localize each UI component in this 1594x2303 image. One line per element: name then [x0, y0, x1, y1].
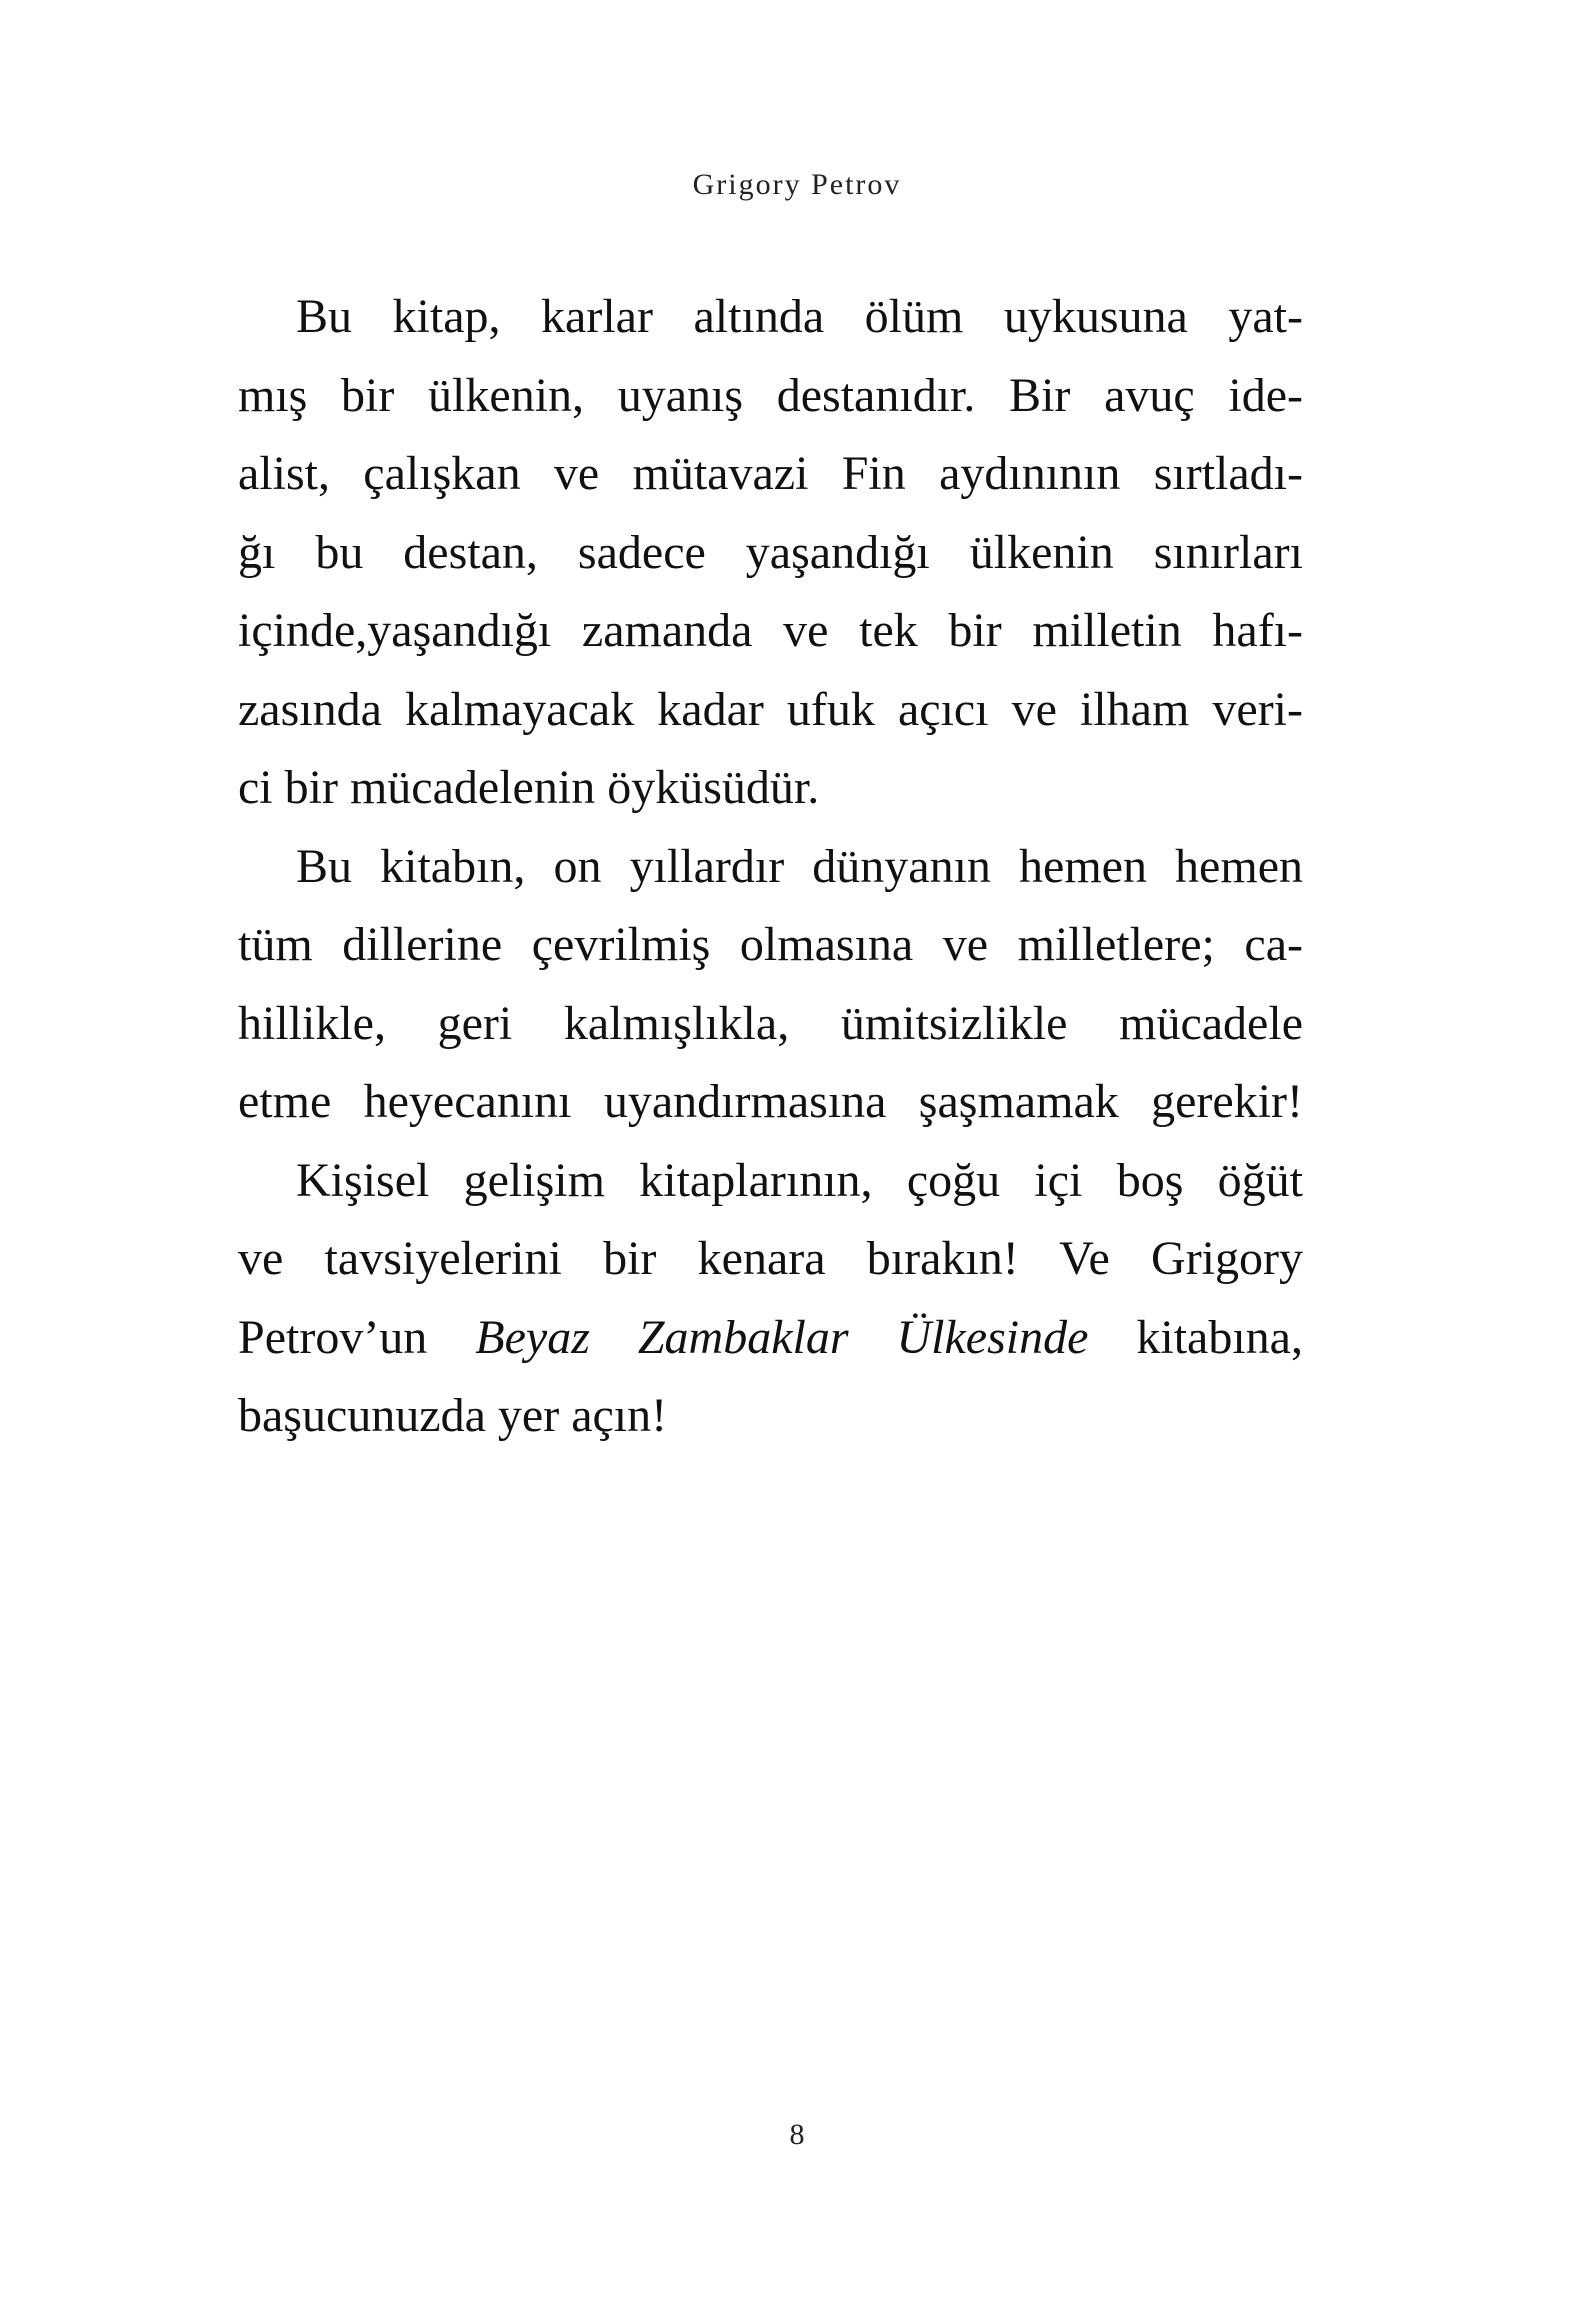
- paragraph-1-line-6: zasında kalmayacak kadar ufuk açıcı ve ilham veri-: [238, 682, 1303, 736]
- paragraph-3-line-3-before: Petrov’un: [238, 1310, 476, 1364]
- paragraph-2-line-1: Bu kitabın, on yıllardır dünyanın hemen hemen: [296, 839, 1303, 893]
- paragraph-1-line-1: Bu kitap, karlar altında ölüm uykusuna yat-: [296, 290, 1303, 343]
- paragraph-1-line-7: ci bir mücadelenin öyküsüdür.: [238, 761, 820, 814]
- paragraph-2-line-4: etme heyecanını uyandırmasına şaşmamak gerekir!: [238, 1075, 1303, 1128]
- paragraph-3-line-3: [238, 1299, 1303, 1378]
- paragraph-3-line-1: Kişisel gelişim kitaplarının, çoğu içi boş öğüt: [296, 1153, 1303, 1207]
- page-number: 8: [789, 2118, 805, 2151]
- paragraph-2-line-3: hillikle, geri kalmışlıkla, ümitsizlikle mücadele: [238, 996, 1303, 1050]
- paragraph-1-line-3: alist, çalışkan ve mütavazi Fin aydınının sırtladı-: [238, 447, 1303, 500]
- paragraph-1-line-2: mış bir ülkenin, uyanış destanıdır. Bir avuç ide-: [238, 368, 1303, 422]
- paragraph-1-line-5: içinde,yaşandığı zamanda ve tek bir milletin hafı-: [238, 604, 1303, 657]
- paragraph-3-line-4: başucunuzda yer açın!: [238, 1389, 668, 1442]
- paragraph-1-line-4: ğı bu destan, sadece yaşandığı ülkenin sınırları: [238, 525, 1303, 579]
- body-text: [238, 278, 1303, 1456]
- running-header: Grigory Petrov: [692, 168, 902, 201]
- book-title-italic: Beyaz Zambaklar Ülkesinde: [475, 1310, 1089, 1364]
- paragraph-2-line-2: tüm dillerine çevrilmiş olmasına ve milletlere; ca-: [238, 918, 1303, 971]
- paragraph-3-line-3-after: kitabına,: [1088, 1310, 1303, 1364]
- paragraph-3-line-2: ve tavsiyelerini bir kenara bırakın! Ve Grigory: [238, 1232, 1303, 1285]
